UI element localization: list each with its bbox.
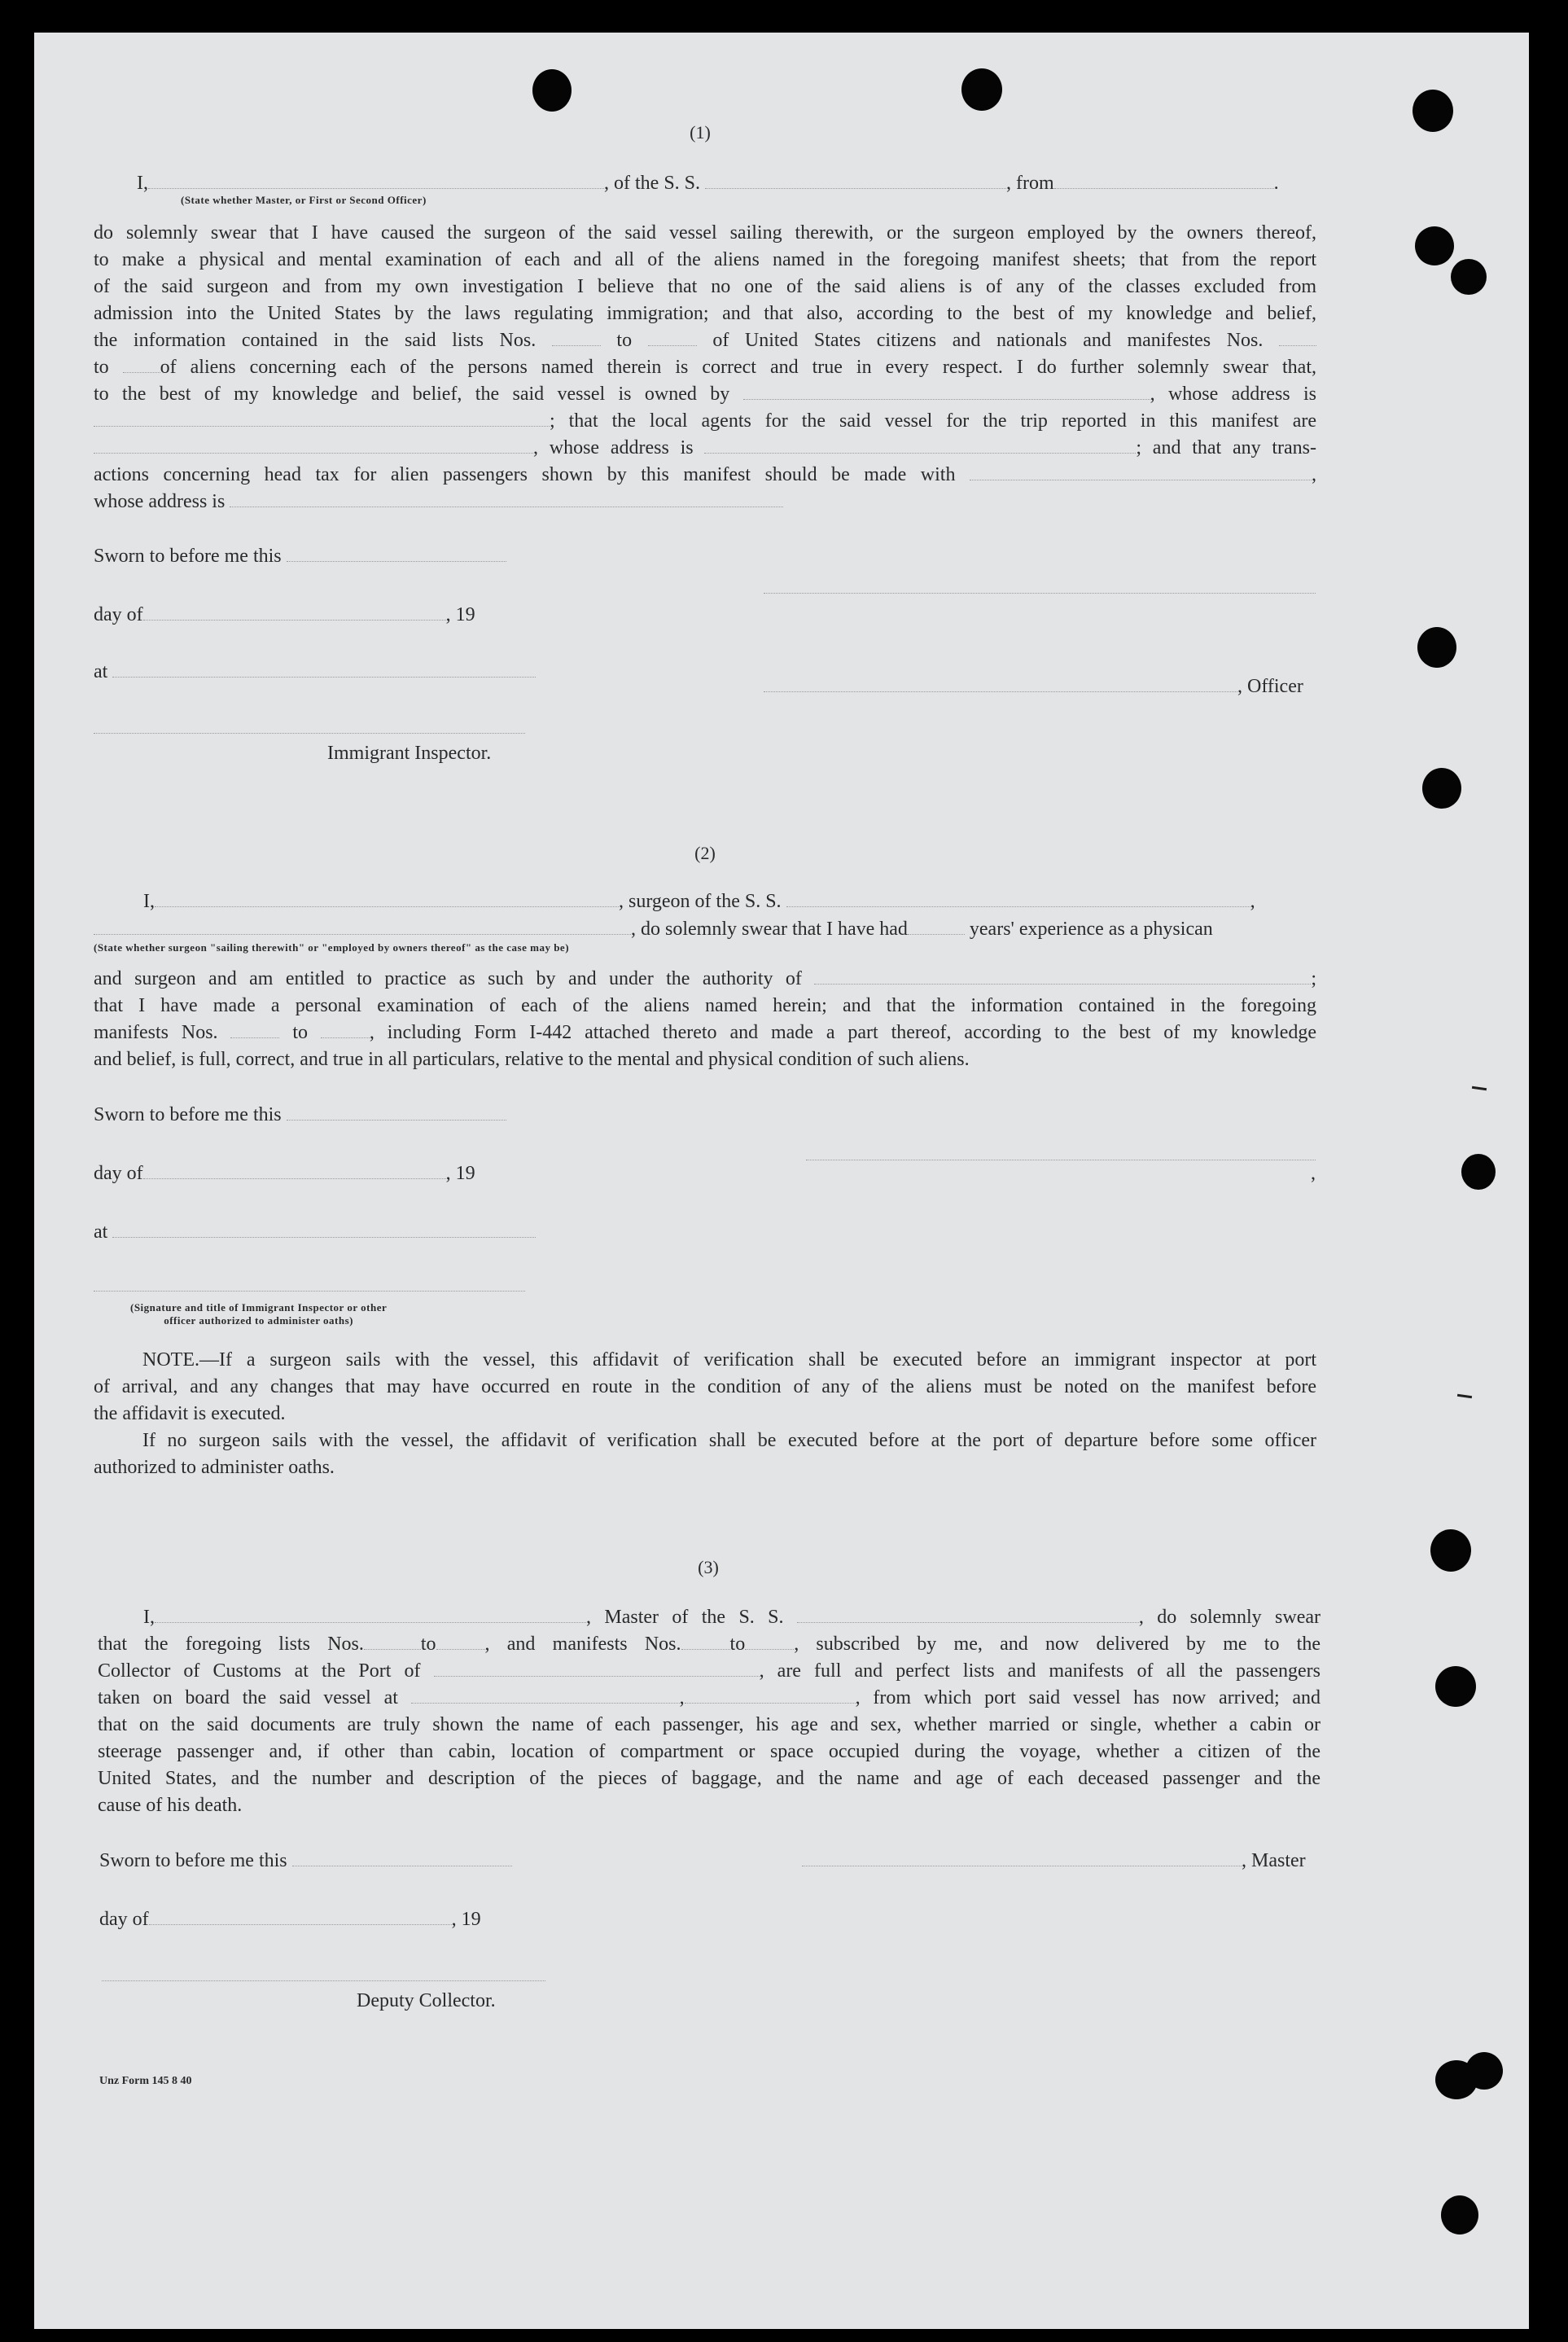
punch-hole-right — [1417, 627, 1456, 668]
s1-officer: , Officer — [764, 676, 1303, 698]
punch-hole-right — [1430, 1529, 1471, 1572]
s3-text-line: that on the said documents are truly shown the name of each passenger, his age and sex, whether married or single, whether a cabin or — [98, 1714, 1321, 1735]
s3-body — [98, 1604, 1321, 1819]
s1-text-line: whose address is — [94, 489, 1316, 515]
s1-text-line: of the said surgeon and from my own investigation I believe that no one of the said aliens is of any of the classes excluded from — [94, 276, 1316, 297]
s2-text-line: that I have made a personal examination of each of the aliens named herein; and that the information contained in the foregoing — [94, 995, 1316, 1016]
punch-hole-top-left — [532, 69, 572, 112]
s2-line-2: , do solemnly swear that I have had years' experience as a physican — [94, 919, 1213, 941]
s1-text-line: to make a physical and mental examination of each and all of the aliens named in the foregoing manifest sheets; that from the report — [94, 249, 1316, 270]
s3-day-of: day of , 19 — [99, 1909, 481, 1930]
section-1-number: (1) — [690, 122, 711, 143]
punch-hole-right — [1422, 768, 1461, 809]
s1-signature-line — [764, 593, 1316, 594]
punch-hole-right — [1465, 2052, 1503, 2090]
s1-sworn: Sworn to before me this — [94, 546, 506, 568]
s2-inspector-line — [94, 1291, 525, 1292]
s2-comma: , — [1311, 1163, 1316, 1184]
s2-body — [94, 966, 1316, 1073]
s1-at: at — [94, 661, 536, 683]
s3-text-line: United States, and the number and description of the pieces of baggage, and the name and age of each deceased passenger and the — [98, 1768, 1321, 1789]
punch-hole-right — [1461, 1154, 1496, 1190]
s2-text-line: manifests Nos. to , including Form I-442 attached thereto and made a part thereof, according to the best of my knowledge — [94, 1022, 1316, 1043]
s1-text-line: admission into the United States by the laws regulating immigration; and that also, according to the best of my knowledge and belief, — [94, 303, 1316, 324]
note-line: of arrival, and any changes that may have occurred en route in the condition of any of the aliens must be noted on the manifest before — [94, 1376, 1316, 1397]
s2-note — [94, 1347, 1316, 1481]
s1-text-line: actions concerning head tax for alien passengers shown by this manifest should be made with , — [94, 464, 1317, 485]
s3-text-line: I, , Master of the S. S. , do solemnly swear — [143, 1607, 1321, 1628]
s1-text-line: do solemnly swear that I have caused the surgeon of the said vessel sailing therewith, or the surgeon employed by the owners thereof, — [94, 222, 1316, 243]
s2-line-1: I, , surgeon of the S. S. , — [143, 891, 1255, 912]
note-line: the affidavit is executed. — [94, 1403, 286, 1424]
s3-text-line: steerage passenger and, if other than cabin, location of compartment or space occupied during the voyage, whether a citizen of the — [98, 1741, 1321, 1762]
s1-text-line: to the best of my knowledge and belief, the said vessel is owned by , whose address is — [94, 384, 1317, 405]
punch-hole-right — [1415, 226, 1454, 265]
section-3-number: (3) — [698, 1557, 719, 1577]
s1-day-of: day of , 19 — [94, 604, 475, 625]
s2-surgeon-note: (State whether surgeon "sailing therewith" or "employed by owners thereof" as the case may be) — [94, 941, 570, 954]
s3-text-line: Collector of Customs at the Port of , are full and perfect lists and manifests of all the passengers — [98, 1660, 1321, 1682]
note-line: authorized to administer oaths. — [94, 1457, 335, 1478]
s2-at: at — [94, 1221, 536, 1243]
s3-deputy-collector: Deputy Collector. — [357, 1990, 496, 2011]
punch-hole-right — [1451, 259, 1487, 295]
punch-hole-top-center — [961, 68, 1002, 111]
note-line: NOTE.—If a surgeon sails with the vessel, this affidavit of verification shall be executed before an immigrant inspector at port — [142, 1349, 1316, 1371]
s1-line-1: I, , of the S. S. , from . — [137, 173, 1279, 194]
s2-day-of: day of , 19 — [94, 1163, 475, 1184]
s3-sworn: Sworn to before me this — [99, 1850, 512, 1872]
s1-body — [94, 220, 1316, 515]
s2-sworn: Sworn to before me this — [94, 1104, 506, 1126]
s3-text-line: taken on board the said vessel at , , from which port said vessel has now arrived; and — [98, 1687, 1321, 1708]
s2-text-line: and belief, is full, correct, and true in all particulars, relative to the mental and physical condition of such aliens. — [94, 1049, 970, 1070]
s1-inspector-line — [94, 733, 525, 734]
punch-hole-right — [1441, 2195, 1478, 2235]
s2-signature-note: (Signature and title of Immigrant Inspector or other officer authorized to administer oaths) — [130, 1301, 388, 1327]
s3-master: , Master — [802, 1850, 1306, 1872]
s1-text-line: the information contained in the said lists Nos. to of United States citizens and nationals and manifestes Nos. — [94, 327, 1316, 354]
note-line: If no surgeon sails with the vessel, the affidavit of verification shall be executed before at the port of departure before some officer — [142, 1430, 1316, 1451]
section-2-number: (2) — [694, 843, 716, 863]
s2-text-line: and surgeon and am entitled to practice as such by and under the authority of ; — [94, 968, 1316, 989]
s1-immigrant-inspector: Immigrant Inspector. — [327, 743, 492, 764]
s1-text-line: ; that the local agents for the said vessel for the trip reported in this manifest are — [94, 408, 1316, 435]
punch-hole-right — [1413, 90, 1453, 132]
form-number: Unz Form 145 8 40 — [99, 2075, 192, 2087]
s3-text-line: cause of his death. — [98, 1795, 243, 1816]
punch-hole-right — [1435, 1666, 1476, 1707]
s3-text-line: that the foregoing lists Nos. to , and manifests Nos. to , subscribed by me, and now delivered by me to the — [98, 1634, 1321, 1655]
s3-collector-line — [102, 1980, 545, 1981]
s1-text-line: , whose address is ; and that any trans- — [94, 435, 1316, 462]
s1-officer-note: (State whether Master, or First or Second Officer) — [181, 194, 427, 206]
s1-text-line: to of aliens concerning each of the persons named therein is correct and true in every respect. I do further solemnly swear that, — [94, 357, 1316, 378]
